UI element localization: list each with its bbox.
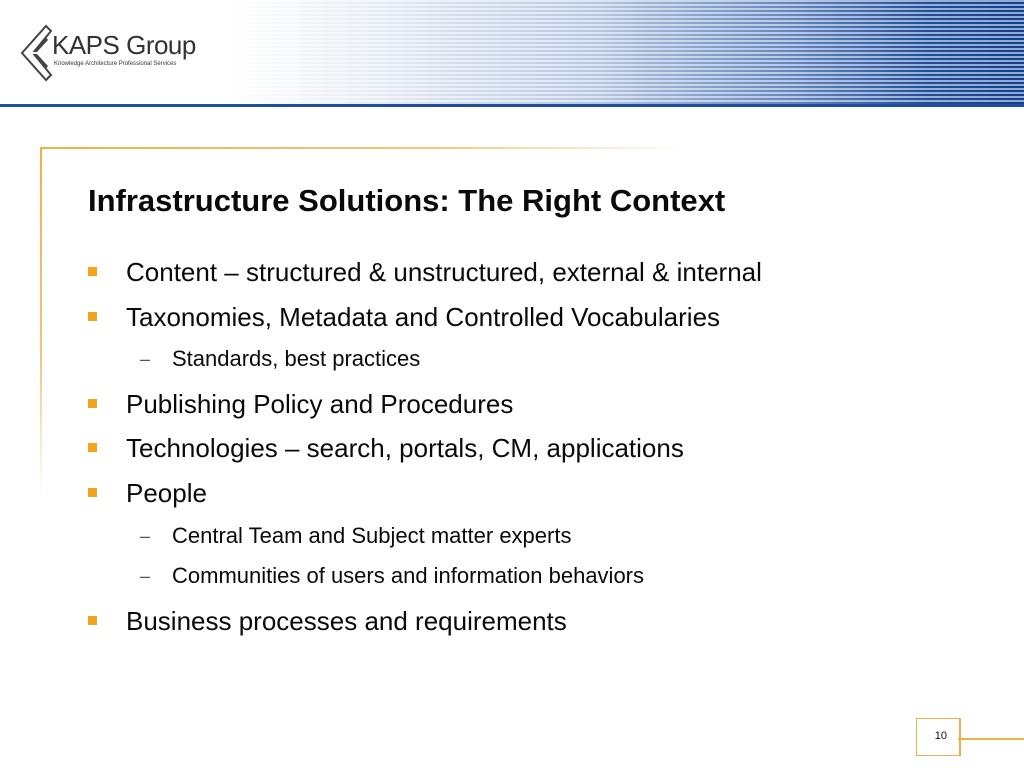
bullet-square-icon [88,267,97,276]
bullet-item: Business processes and requirements [126,606,567,636]
bullet-square-icon [88,488,97,497]
sub-bullet-item: Central Team and Subject matter experts [172,523,572,548]
bullet-item: Publishing Policy and Procedures [126,389,514,419]
logo-tagline: Knowledge Architecture Professional Services [54,61,177,67]
slide-header [0,0,1024,106]
logo-name: KAPS Group [52,30,196,60]
sub-bullet-item: Communities of users and information behaviors [172,563,645,588]
bullet-item: Content – structured & unstructured, external & internal [126,257,762,287]
bullet-square-icon [88,312,97,321]
slide-title: Infrastructure Solutions: The Right Context [88,183,726,218]
header-rule [0,104,1024,107]
kaps-logo-mark-icon [20,22,54,84]
bullet-square-icon [88,443,97,452]
sub-bullet-dash-icon: – [140,349,151,369]
page-number: 10 [934,730,947,742]
sub-bullet-dash-icon: – [140,526,151,546]
kaps-group-logo [20,22,220,84]
bullet-item: Taxonomies, Metadata and Controlled Vocabularies [126,302,721,332]
frame-left-line [40,147,42,497]
header-gradient-bar [230,0,1024,104]
footer-line [958,738,1024,740]
bullet-square-icon [88,399,97,408]
bullet-square-icon [88,616,97,625]
sub-bullet-item: Standards, best practices [172,346,421,371]
page-number-box [916,718,961,756]
frame-top-line [40,147,690,149]
bullet-item: Technologies – search, portals, CM, applications [126,433,684,463]
bullet-item: People [126,478,207,508]
sub-bullet-dash-icon: – [140,566,151,586]
